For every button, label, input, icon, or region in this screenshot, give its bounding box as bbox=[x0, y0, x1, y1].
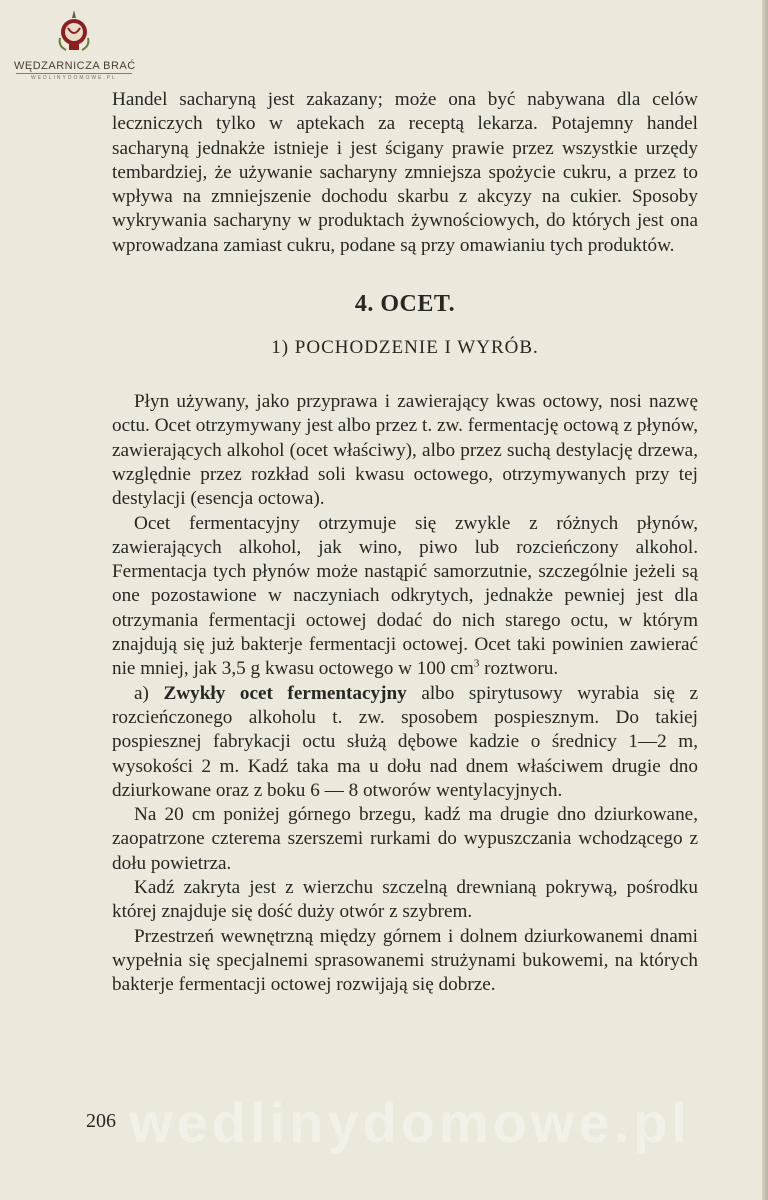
coat-of-arms-icon bbox=[54, 8, 94, 56]
superscript: 3 bbox=[473, 657, 480, 670]
term-bold: Zwykły ocet fermentacyjny bbox=[163, 682, 407, 704]
site-logo bbox=[14, 8, 134, 81]
paragraph: Na 20 cm poniżej górnego brzegu, kadź ma drugie dno dziurkowane, zaopatrzone czterema szerszemi rurkami do wypuszczania wchodzącego z dołu powietrza. bbox=[112, 804, 698, 874]
logo-subtitle: WEDLINYDOMOWE.PL bbox=[31, 75, 117, 81]
paragraph: Przestrzeń wewnętrzną między górnem i dolnem dziurkowanemi dnami wypełnia się specjalnemi sprasowanemi strużynami bukowemi, na których bakterje fermentacji octowej rozwijają się dobrze. bbox=[112, 925, 698, 996]
paragraph bbox=[112, 682, 698, 803]
page-content bbox=[112, 88, 698, 998]
paragraph: Płyn używany, jako przyprawa i zawierający kwas octowy, nosi nazwę octu. Ocet otrzymywany jest albo przez t. zw. fermentację octową z płynów, zawierających alkohol (ocet właściwy), albo przez suchą destylację drzewa, względnie przez rozkład soli kwasu octowego, otrzymywanych przy tej destylacji (esencja octowa). bbox=[112, 391, 698, 510]
list-marker: a) bbox=[134, 682, 164, 704]
logo-title: WĘDZARNICZA BRAĆ bbox=[14, 60, 136, 72]
paragraph: Handel sacharyną jest zakazany; może ona być nabywana dla celów leczniczych tylko w aptekach za receptą lekarza. Potajemny handel sacharyną jednakże istnieje i jest ścigany prawie przez wszystkie urzędy tembardziej, że używanie sacharyny zmniejsza spożycie cukru, a przez to wpływa na zmniejszenie dochodu skarbu z akcyzy na cukier. Sposoby wykrywania sacharyny w produktach żywnościowych, do których jest ona wprowadzana zamiast cukru, podane są przy omawianiu tych produktów. bbox=[112, 89, 698, 256]
paragraph bbox=[112, 512, 698, 682]
page-number: 206 bbox=[86, 1110, 116, 1132]
paragraph: Kadź zakryta jest z wierzchu szczelną drewnianą pokrywą, pośrodku której znajduje się dość duży otwór z szybrem. bbox=[112, 877, 698, 923]
chapter-heading: 4. OCET. bbox=[354, 291, 456, 318]
page-edge bbox=[762, 0, 768, 1200]
section-heading: 1) POCHODZENIE I WYRÓB. bbox=[271, 337, 539, 359]
logo-divider bbox=[16, 73, 132, 74]
paragraph-text: roztworu. bbox=[479, 658, 559, 680]
watermark: wedlinydomowe.pl bbox=[129, 1091, 691, 1154]
paragraph-text: albo spirytusowy wyrabia się z rozcieńczonego alkoholu t. zw. sposobem pospiesznym. Do takiej pospiesznej fabrykacji octu służą dębowe kadzie o średnicy 1—2 m, wysokości 2 m. Kadź taka ma u dołu nad dnem właściwem drugie dno dziurkowane oraz z boku 6 — 8 otworów wentylacyjnych. bbox=[112, 682, 699, 801]
paragraph-text: Ocet fermentacyjny otrzymuje się zwykle z różnych płynów, zawierających alkohol, jak wino, piwo lub rozcieńczony alkohol. Fermentacja tych płynów może nastąpić samorzutnie, szczególnie jeżeli są one pozostawione w naczyniach odkrytych, jednakże pewniej jest dla otrzymania fermentacji octowej dodać do nich starego octu, w którym znajdują się już bakterje fermentacji octowej. Ocet taki powinien zawierać nie mniej, jak 3,5 g kwasu octowego w 100 cm bbox=[112, 512, 698, 680]
